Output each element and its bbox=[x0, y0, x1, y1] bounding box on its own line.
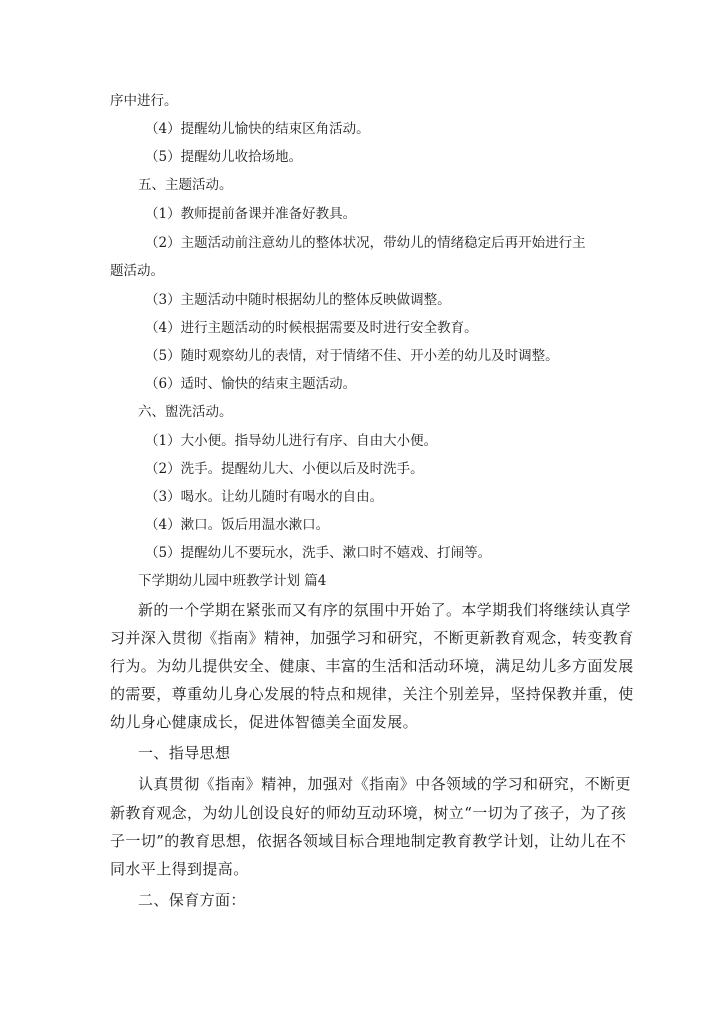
intro-line: 习并深入贯彻《指南》精神，加强学习和研究，不断更新教育观念，转变教育 bbox=[110, 629, 634, 647]
list-item: （5）提醒幼儿不要玩水，洗手、漱口时不嬉戏、打闹等。 bbox=[145, 545, 492, 561]
list-item: （4）进行主题活动的时候根据需要及时进行安全教育。 bbox=[145, 320, 478, 336]
list-item-continuation: 题活动。 bbox=[110, 263, 164, 279]
list-item: （2）洗手。提醒幼儿大、小便以后及时洗手。 bbox=[145, 461, 424, 477]
list-item: （3）喝水。让幼儿随时有喝水的自由。 bbox=[145, 489, 384, 505]
list-item: （1）教师提前备课并准备好教具。 bbox=[145, 206, 357, 222]
guiding-line: 认真贯彻《指南》精神，加强对《指南》中各领域的学习和研究，不断更 bbox=[138, 775, 631, 793]
list-item: （5）随时观察幼儿的表情，对于情绪不佳、开小差的幼儿及时调整。 bbox=[145, 348, 559, 364]
list-item: （3）主题活动中随时根据幼儿的整体反映做调整。 bbox=[145, 292, 451, 308]
section-heading: 二、保育方面： bbox=[138, 891, 246, 909]
intro-line: 的需要，尊重幼儿身心发展的特点和规律，关注个别差异，坚持保教并重，使 bbox=[110, 685, 634, 703]
intro-line: 新的一个学期在紧张而又有序的氛围中开始了。本学期我们将继续认真学 bbox=[138, 601, 631, 619]
section-heading: 一、指导思想 bbox=[138, 744, 231, 762]
list-item: （2）主题活动前注意幼儿的整体状况，带幼儿的情绪稳定后再开始进行主 bbox=[145, 235, 586, 251]
intro-line: 幼儿身心健康成长，促进体智德美全面发展。 bbox=[110, 713, 419, 731]
section-heading: 五、主题活动。 bbox=[138, 177, 233, 193]
list-item: （5）提醒幼儿收拾场地。 bbox=[145, 149, 303, 165]
guiding-line: 同水平上得到提高。 bbox=[110, 860, 249, 878]
paragraph-continuation: 序中进行。 bbox=[110, 93, 178, 109]
list-item: （6）适时、愉快的结束主题活动。 bbox=[145, 376, 357, 392]
article-title: 下学期幼儿园中班教学计划 篇4 bbox=[138, 573, 327, 589]
section-heading: 六、盥洗活动。 bbox=[138, 404, 233, 420]
list-item: （1）大小便。指导幼儿进行有序、自由大小便。 bbox=[145, 433, 438, 449]
list-item: （4）漱口。饭后用温水漱口。 bbox=[145, 517, 330, 533]
list-item: （4）提醒幼儿愉快的结束区角活动。 bbox=[145, 121, 370, 137]
intro-line: 行为。为幼儿提供安全、健康、丰富的生活和活动环境，满足幼儿多方面发展 bbox=[110, 657, 634, 675]
guiding-line: 新教育观念，为幼儿创设良好的师幼互动环境，树立“一切为了孩子，为了孩 bbox=[110, 804, 627, 822]
guiding-line: 子一切”的教育思想，依据各领域目标合理地制定教育教学计划，让幼儿在不 bbox=[110, 832, 627, 850]
